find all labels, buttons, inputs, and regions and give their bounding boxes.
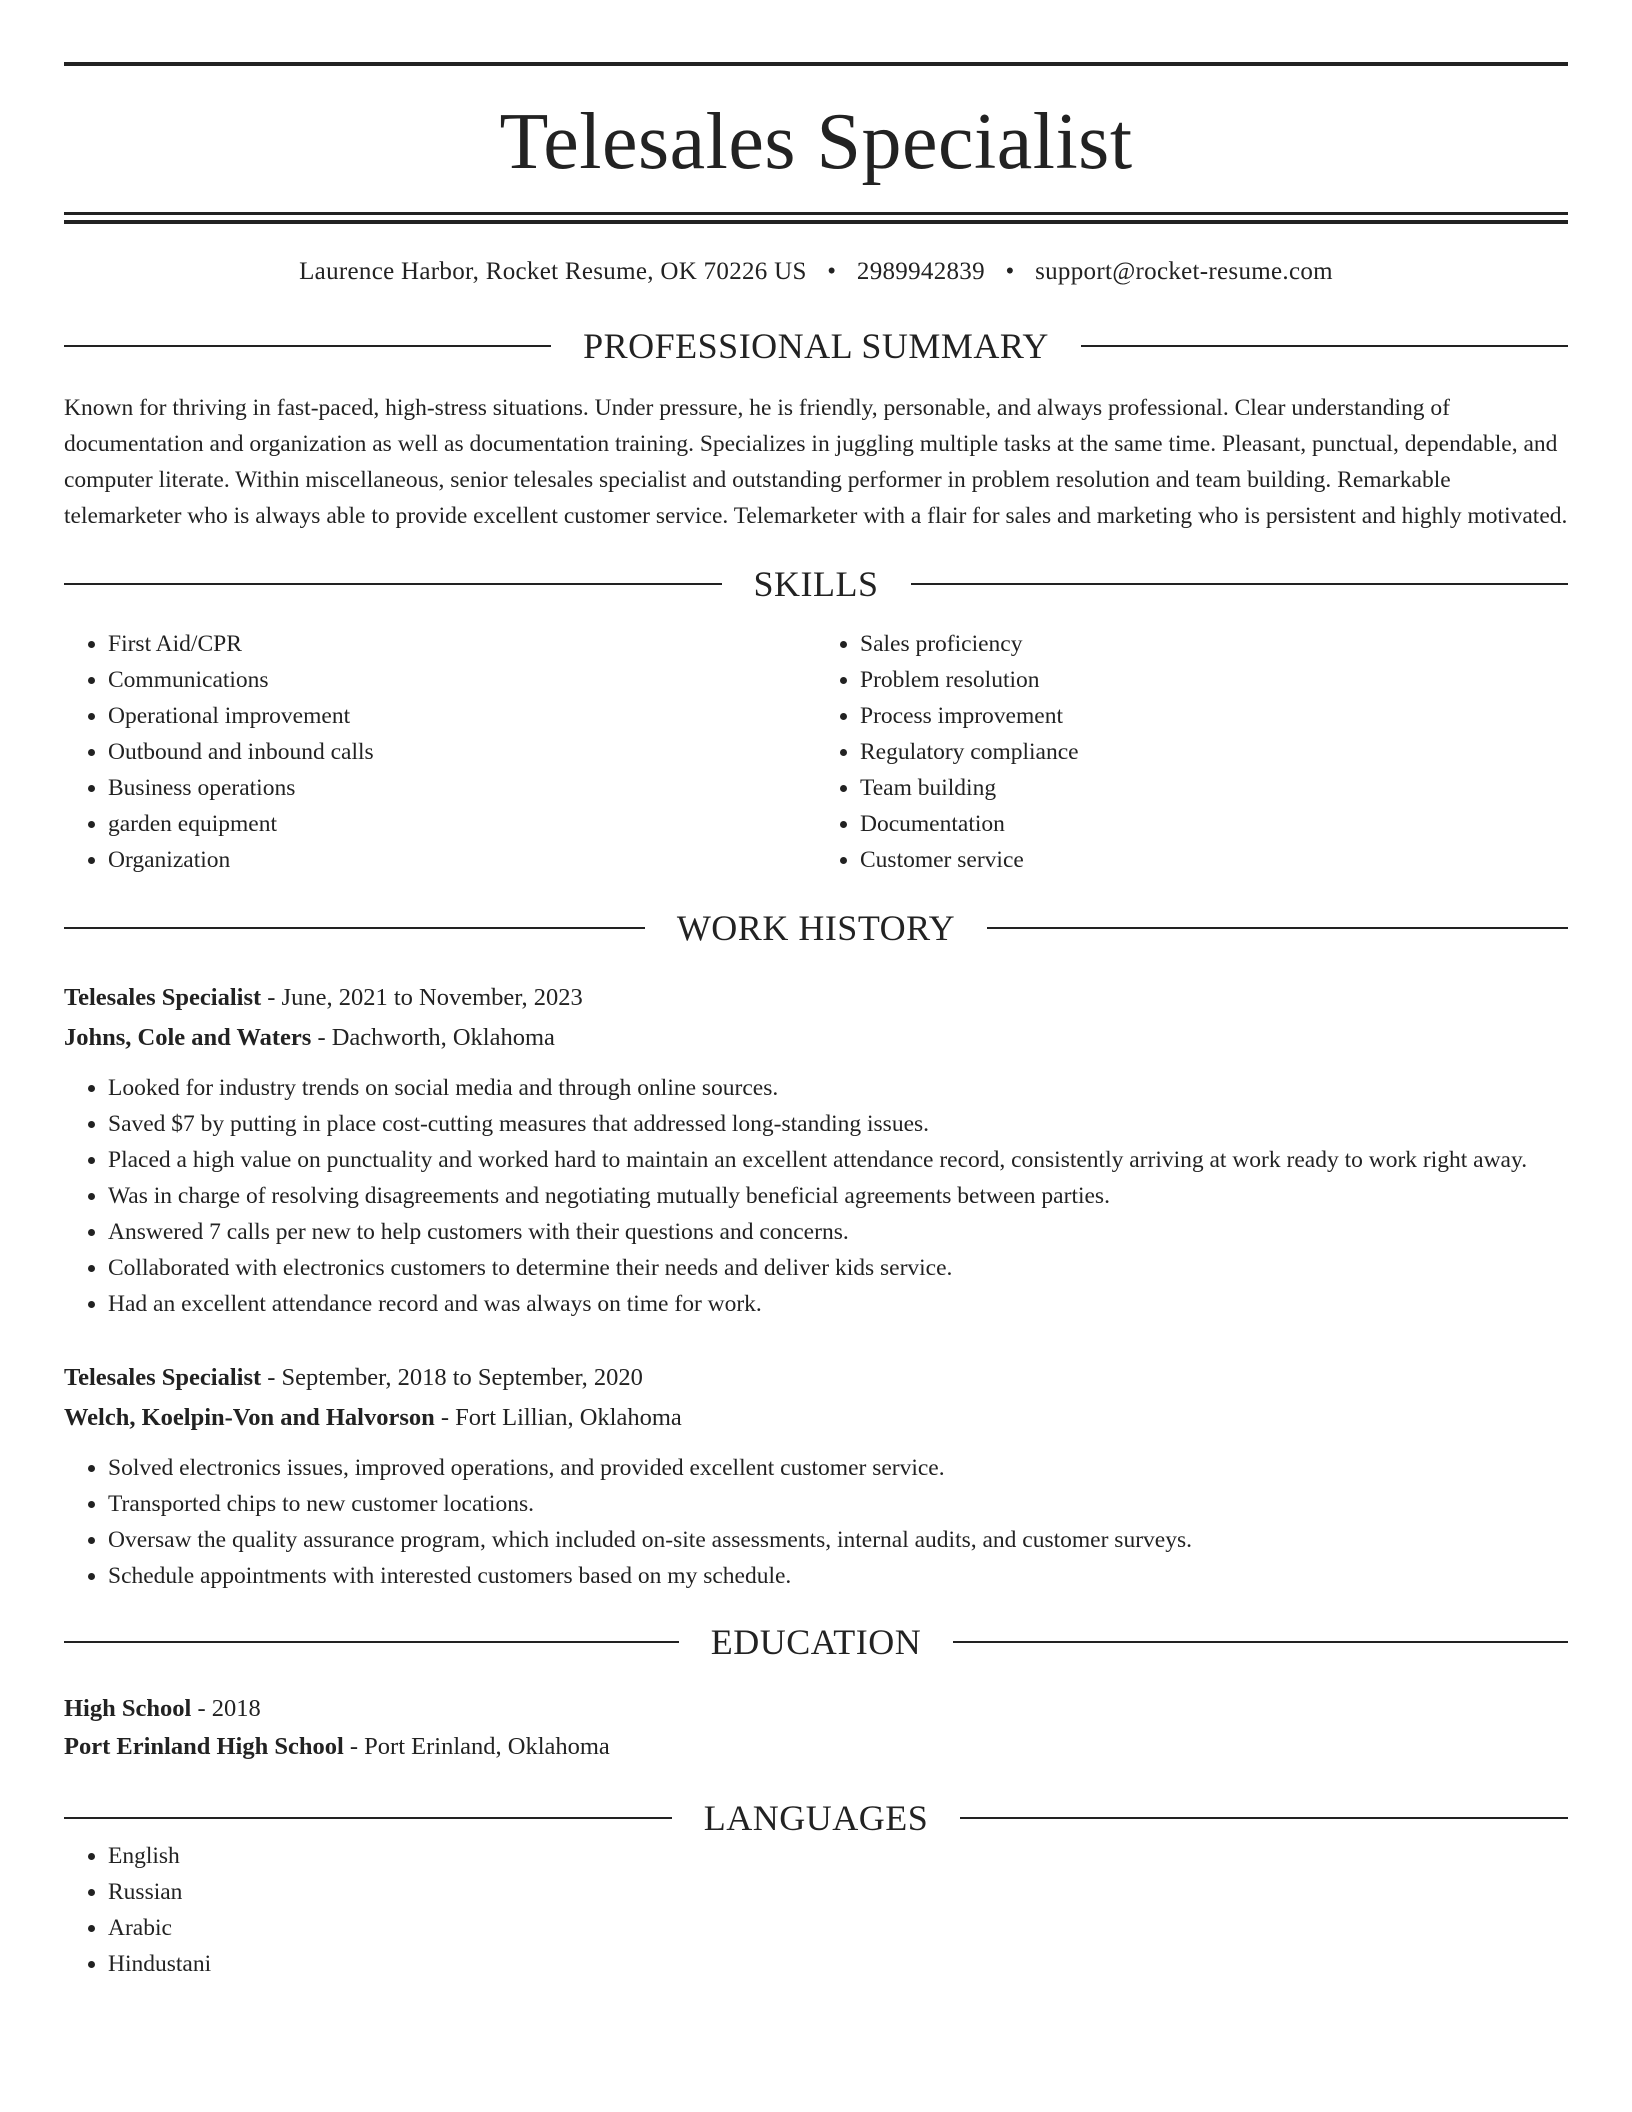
skills-list-right: [816, 626, 1568, 878]
job-location: - Fort Lillian, Oklahoma: [434, 1404, 682, 1431]
heading-rule-left: [64, 345, 551, 347]
job-bullet: • Answered 7 calls per new to help customers with their questions and concerns.: [108, 1214, 1568, 1250]
skills-columns: [64, 626, 1568, 878]
education-school: Port Erinland High School: [64, 1733, 344, 1760]
job-location: - Dachworth, Oklahoma: [311, 1024, 555, 1051]
language-item: • English: [108, 1838, 1568, 1874]
contact-separator: •: [1005, 258, 1015, 285]
skill-item: • garden equipment: [108, 806, 816, 842]
skill-item: • Outbound and inbound calls: [108, 734, 816, 770]
skill-item: • Communications: [108, 662, 816, 698]
job-bullet: • Transported chips to new customer locations.: [108, 1486, 1568, 1522]
title-double-rule: [64, 212, 1568, 224]
skill-item: • Customer service: [860, 842, 1568, 878]
education-degree-line: [64, 1690, 1568, 1728]
job-company-line: [64, 1018, 1568, 1058]
job-bullets: [64, 1450, 1568, 1594]
skill-item: • Problem resolution: [860, 662, 1568, 698]
job-title-line: [64, 1358, 1568, 1398]
language-item: • Arabic: [108, 1910, 1568, 1946]
job-bullet: • Saved $7 by putting in place cost-cutting measures that addressed long-standing issues.: [108, 1106, 1568, 1142]
job-bullet: • Looked for industry trends on social media and through online sources.: [108, 1070, 1568, 1106]
heading-rule-right: [987, 927, 1568, 929]
top-rule: [64, 62, 1568, 66]
skill-item: • Team building: [860, 770, 1568, 806]
job-bullet: • Placed a high value on punctuality and worked hard to maintain an excellent attendance record, consistently arriving at work ready to work right away.: [108, 1142, 1568, 1178]
education-degree: High School: [64, 1695, 192, 1722]
summary-text: Known for thriving in fast-paced, high-stress situations. Under pressure, he is friendly, personable, and always professional. Clear understanding of documentation and organization as well as documentation training. Specializes in juggling multiple tasks at the same time. Pleasant, punctual, dependable, and computer literate. Within miscellaneous, senior telesales specialist and outstanding performer in problem resolution and team building. Remarkable telemarketer who is always able to provide excellent customer service. Telemarketer with a flair for sales and marketing who is persistent and highly motivated.: [64, 395, 1568, 529]
job-bullets: [64, 1070, 1568, 1322]
summary-section-heading: [64, 326, 1568, 366]
skill-item: • Organization: [108, 842, 816, 878]
job-company: Welch, Koelpin-Von and Halvorson: [64, 1404, 435, 1431]
education-location: - Port Erinland, Oklahoma: [343, 1733, 610, 1760]
skill-item: • First Aid/CPR: [108, 626, 816, 662]
heading-rule-left: [64, 1641, 679, 1643]
heading-rule-right: [911, 583, 1569, 585]
skills-list-left: [64, 626, 816, 878]
heading-rule-right: [1081, 345, 1568, 347]
job-dates: - September, 2018 to September, 2020: [261, 1364, 643, 1391]
languages-section-heading: [64, 1798, 1568, 1838]
job-entry: [64, 978, 1568, 1322]
job-bullet: • Solved electronics issues, improved operations, and provided excellent customer service.: [108, 1450, 1568, 1486]
page-title: Telesales Specialist: [499, 98, 1133, 186]
education-entry: [64, 1690, 1568, 1766]
job-bullet: • Oversaw the quality assurance program, which included on-site assessments, internal audits, and customer surveys.: [108, 1522, 1568, 1558]
job-dates: - June, 2021 to November, 2023: [261, 984, 583, 1011]
job-bullet: • Had an excellent attendance record and was always on time for work.: [108, 1286, 1568, 1322]
job-company: Johns, Cole and Waters: [64, 1024, 312, 1051]
language-item: • Russian: [108, 1874, 1568, 1910]
work-section-heading: [64, 908, 1568, 948]
heading-rule-left: [64, 927, 645, 929]
job-company-line: [64, 1398, 1568, 1438]
skill-item: • Sales proficiency: [860, 626, 1568, 662]
heading-rule-right: [960, 1817, 1568, 1819]
heading-rule-left: [64, 1817, 672, 1819]
skills-heading-label: SKILLS: [753, 564, 879, 604]
summary-heading-label: PROFESSIONAL SUMMARY: [583, 326, 1049, 366]
skill-item: • Documentation: [860, 806, 1568, 842]
contact-email: support@rocket-resume.com: [1035, 258, 1333, 285]
contact-separator: •: [827, 258, 837, 285]
job-entry: [64, 1358, 1568, 1594]
job-title-line: [64, 978, 1568, 1018]
job-bullet: • Collaborated with electronics customers to determine their needs and deliver kids service.: [108, 1250, 1568, 1286]
languages-heading-label: LANGUAGES: [703, 1798, 929, 1838]
skill-item: • Operational improvement: [108, 698, 816, 734]
skill-item: • Process improvement: [860, 698, 1568, 734]
languages-list: [64, 1838, 1568, 1982]
language-item: • Hindustani: [108, 1946, 1568, 1982]
education-year: - 2018: [191, 1695, 261, 1722]
work-heading-label: WORK HISTORY: [676, 908, 956, 948]
job-title: Telesales Specialist: [64, 984, 262, 1011]
education-section-heading: [64, 1622, 1568, 1662]
heading-rule-right: [953, 1641, 1568, 1643]
job-bullet: • Schedule appointments with interested customers based on my schedule.: [108, 1558, 1568, 1594]
heading-rule-left: [64, 583, 722, 585]
job-title: Telesales Specialist: [64, 1364, 262, 1391]
resume-page: [64, 0, 1568, 1982]
contact-phone: 2989942839: [856, 258, 985, 285]
job-bullet: • Was in charge of resolving disagreements and negotiating mutually beneficial agreements between parties.: [108, 1178, 1568, 1214]
skills-section-heading: [64, 564, 1568, 604]
contact-address: Laurence Harbor, Rocket Resume, OK 70226 US: [299, 258, 807, 285]
education-heading-label: EDUCATION: [710, 1622, 922, 1662]
contact-line: [64, 258, 1568, 286]
education-school-line: [64, 1728, 1568, 1766]
skill-item: • Business operations: [108, 770, 816, 806]
skill-item: • Regulatory compliance: [860, 734, 1568, 770]
